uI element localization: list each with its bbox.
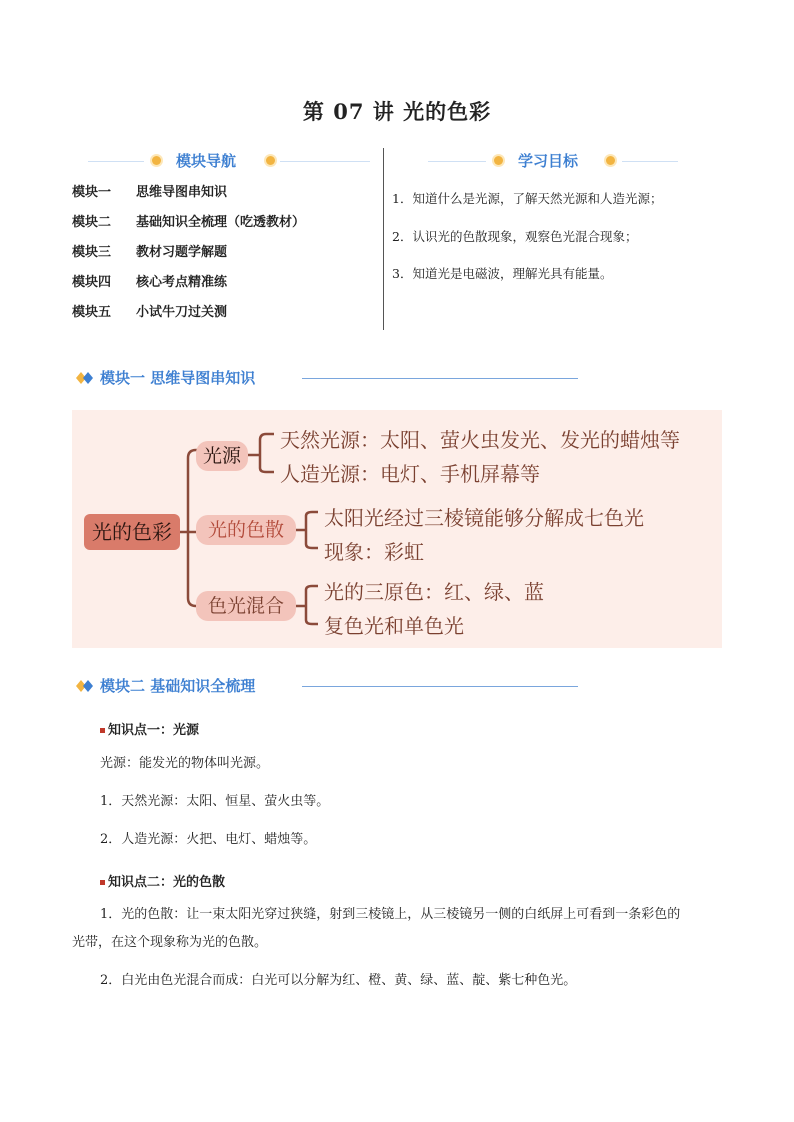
- goals-header-right-line: [622, 161, 678, 162]
- kp2-para1-line1: 1．光的色散：让一束太阳光穿过狭缝，射到三棱镜上，从三棱镜另一侧的白纸屏上可看到一条彩色的: [100, 907, 681, 922]
- kp2-para1-line2: 光带，在这个现象称为光的色散。: [72, 935, 268, 950]
- nav-item-key: 模块二: [72, 215, 112, 230]
- nav-item-key: 模块四: [72, 275, 112, 290]
- bullet-square-icon: [100, 880, 105, 885]
- goal-item-3: 3．知道光是电磁波，理解光具有能量。: [392, 266, 613, 281]
- kp2-title: 知识点二：光的色散: [108, 875, 226, 890]
- kp1-heading: [100, 719, 199, 738]
- goals-header-left-line: [428, 161, 486, 162]
- kp1-title: 知识点一：光源: [108, 723, 200, 738]
- mind-map-leaf-1-1: 天然光源：太阳、萤火虫发光、发光的蜡烛等: [280, 428, 680, 452]
- nav-header-left-dot: [152, 156, 161, 165]
- nav-heading: 模块导航: [176, 152, 237, 170]
- mind-map-root: 光的色彩: [84, 514, 180, 550]
- nav-item-text: 核心考点精准练: [136, 275, 228, 290]
- page-title: 第 07 讲 光的色彩: [302, 99, 492, 124]
- nav-item-text: 小试牛刀过关测: [136, 305, 228, 320]
- mind-map: [72, 410, 722, 648]
- nav-item-3[interactable]: [72, 241, 227, 261]
- nav-item-key: 模块一: [72, 185, 112, 200]
- section1-header: [76, 367, 578, 389]
- kp1-line-1: 光源：能发光的物体叫光源。: [100, 756, 270, 771]
- kp1-line-2: 1．天然光源：太阳、恒星、萤火虫等。: [100, 794, 330, 809]
- nav-header-left-line: [88, 161, 144, 162]
- goals-header-right-dot: [606, 156, 615, 165]
- nav-header: [88, 150, 378, 174]
- mind-map-branch-3: 色光混合: [196, 591, 296, 621]
- section2-heading: 模块二 基础知识全梳理: [100, 677, 256, 695]
- nav-item-1[interactable]: [72, 181, 227, 201]
- nav-item-text: 思维导图串知识: [136, 185, 228, 200]
- mind-map-leaf-3-2: 复色光和单色光: [324, 614, 464, 638]
- bullet-square-icon: [100, 728, 105, 733]
- nav-item-4[interactable]: [72, 271, 227, 291]
- goal-item-1: 1．知道什么是光源，了解天然光源和人造光源；: [392, 191, 663, 206]
- section1-heading: 模块一 思维导图串知识: [100, 369, 256, 387]
- nav-item-text: 基础知识全梳理（吃透教材）: [136, 215, 306, 230]
- nav-header-right-line: [280, 161, 370, 162]
- panel-divider: [383, 148, 384, 330]
- nav-item-text: 教材习题学解题: [136, 245, 228, 260]
- mind-map-branch-2: 光的色散: [196, 515, 296, 545]
- goal-item-2: 2．认识光的色散现象，观察色光混合现象；: [392, 229, 638, 244]
- section2-rule: [302, 686, 578, 687]
- kp2-para2: 2．白光由色光混合而成：白光可以分解为红、橙、黄、绿、蓝、靛、紫七种色光。: [100, 973, 577, 988]
- mind-map-branch-1: 光源: [196, 441, 248, 471]
- section2-header: [76, 675, 578, 697]
- section1-rule: [302, 378, 578, 379]
- nav-header-right-dot: [266, 156, 275, 165]
- nav-item-5[interactable]: [72, 301, 227, 321]
- mind-map-leaf-2-2: 现象：彩虹: [324, 540, 424, 564]
- nav-item-key: 模块三: [72, 245, 112, 260]
- diamond-icon: [76, 680, 94, 692]
- nav-item-key: 模块五: [72, 305, 112, 320]
- mind-map-leaf-3-1: 光的三原色：红、绿、蓝: [324, 580, 544, 604]
- nav-item-2[interactable]: [72, 211, 305, 231]
- kp2-heading: [100, 871, 225, 890]
- goals-header-left-dot: [494, 156, 503, 165]
- kp1-line-3: 2．人造光源：火把、电灯、蜡烛等。: [100, 832, 317, 847]
- mind-map-leaf-2-1: 太阳光经过三棱镜能够分解成七色光: [324, 506, 644, 530]
- mind-map-leaf-1-2: 人造光源：电灯、手机屏幕等: [280, 462, 540, 486]
- diamond-icon: [76, 372, 94, 384]
- goals-heading: 学习目标: [518, 152, 579, 170]
- goals-header: [428, 150, 688, 174]
